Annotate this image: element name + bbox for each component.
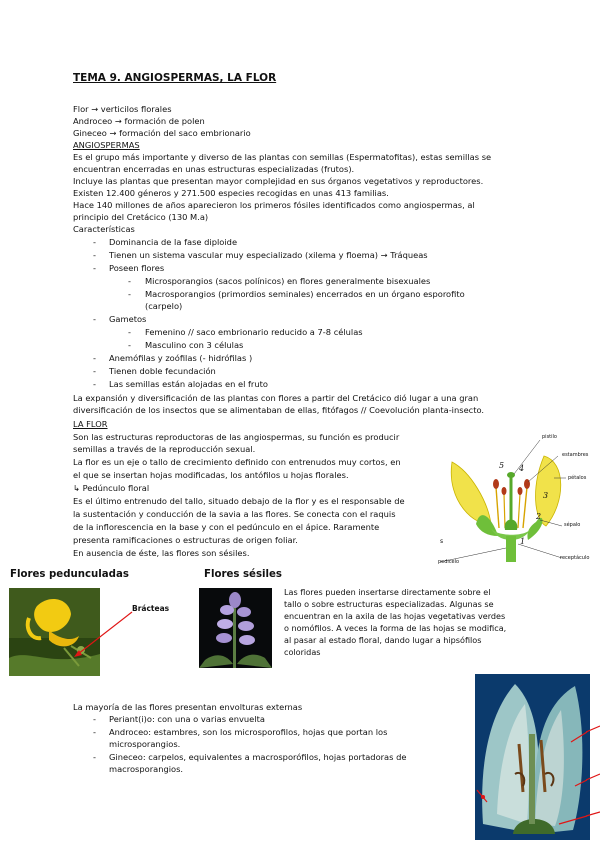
paragraph-line: semillas a través de la reproducción sexual. [73,444,256,454]
paragraph-line: La flor es un eje o tallo de crecimiento definido con entrenudos muy cortos, en [73,457,401,467]
sub-bullet-item: (carpelo) [145,301,183,311]
label-bracteas: Brácteas [132,604,170,613]
sub-bullet-dash: - [128,289,131,299]
figure-heading-pedunculadas: Flores pedunculadas [10,569,129,580]
bullet-item: Periant(i)o: con una o varias envuelta [109,714,265,724]
diagram-label-pistilo: pistilo [542,434,557,440]
paragraph-line: diversificación de los insectos que se alimentaban de ellas, fitófagos // Coevolución planta-insecto. [73,405,485,415]
diagram-label-sepalo: sépalo [564,522,581,528]
paragraph-line: la sustentación y conducción de la savia a las flores. Se conecta con el raquis [73,509,396,519]
diagram-number: 5 [499,461,505,470]
paragraph-line: Es el último entrenudo del tallo, situado debajo de la flor y es el responsable de [73,496,405,506]
figure-heading-sesiles: Flores sésiles [204,569,282,580]
bullet-dash: - [93,366,96,376]
diagram-label-receptaculo: receptáculo [560,555,590,561]
diagram-number: 1 [520,537,526,546]
paragraph-line: al pasar al estado floral, dando lugar a hipsófilos [284,635,482,645]
paragraph-line: o nomófilos. A veces la forma de las hojas se modifica, [284,623,507,633]
bullet-item: Gametos [109,314,147,324]
bullet-dash: - [93,353,96,363]
bullet-item: microsporangios. [109,739,181,749]
paragraph-line: Existen 12.400 géneros y 271.500 especies recogidas en unas 413 familias. [73,188,389,198]
paragraph-line: de la inflorescencia en la base y con el pedúnculo en el ápice. Raramente [73,522,380,532]
intro-line-gineceo: Gineceo → formación del saco embrionario [73,128,251,138]
intro-line-androceo: Androceo → formación de polen [73,116,205,126]
page-title: TEMA 9. ANGIOSPERMAS, LA FLOR [73,72,277,84]
paragraph-line: Es el grupo más importante y diverso de las plantas con semillas (Espermatofitas), estas semillas se [73,152,492,162]
paragraph-line: La mayoría de las flores presentan envolturas externas [73,702,303,712]
photo-flower-cross-section [475,674,590,840]
bullet-dash: - [93,237,96,247]
bullet-dash: - [93,714,96,724]
diagram-mark: s [440,538,444,545]
arrow-bracteas [70,610,140,660]
sub-bullet-dash: - [128,340,131,350]
sub-bullet-item: Macrosporangios (primordios seminales) encerrados en un órgano esporofito [145,289,465,299]
bullet-item: Las semillas están alojadas en el fruto [109,379,268,389]
paragraph-line: encuentran encerradas en unas estructuras especializadas (frutos). [73,164,355,174]
intro-line-flor: Flor → verticilos florales [73,104,172,114]
bullet-item: Gineceo: carpelos, equivalentes a macrosporófilos, hojas portadoras de [109,752,407,762]
sub-bullet-dash: - [128,327,131,337]
paragraph-line: Son las estructuras reproductoras de las angiospermas, su función es producir [73,432,400,442]
diagram-number: 3 [543,491,549,500]
paragraph-line: principio del Cretácico (130 M.a) [73,212,209,222]
section-heading-angiospermas: ANGIOSPERMAS [73,140,140,150]
bullet-item: macrosporangios. [109,764,184,774]
sub-bullet-item: Masculino con 3 células [145,340,244,350]
paragraph-line: presenta ramificaciones o estructuras de origen foliar. [73,535,298,545]
bullet-item: Dominancia de la fase diploide [109,237,238,247]
section-heading-la-flor: LA FLOR [73,419,108,429]
bullet-item: Tienen un sistema vascular muy especializado (xilema y floema) → Tráqueas [109,250,428,260]
paragraph-line: tallo o sobre estructuras especializadas. Algunas se [284,599,494,609]
bullet-dash: - [93,250,96,260]
paragraph-line: Incluye las plantas que presentan mayor complejidad en sus órganos vegetativos y reproductores. [73,176,484,186]
sub-bullet-item: Microsporangios (sacos polínicos) en flores generalmente bisexuales [145,276,431,286]
bullet-dash: - [93,379,96,389]
paragraph-line: Las flores pueden insertarse directamente sobre el [284,587,491,597]
diagram-label-petalos: pétalos [568,475,587,481]
bullet-dash: - [93,752,96,762]
bullet-item: Tienen doble fecundación [109,366,216,376]
paragraph-line: encuentran en la axila de las hojas vegetativas verdes [284,611,506,621]
sub-bullet-dash: - [128,276,131,286]
photo-flor-sesil [199,588,272,668]
diagram-label-estambres: estambres [562,452,589,458]
diagram-label-pedicelo: pedicelo [438,559,460,565]
bullet-item: Androceo: estambres, son los microsporofilos, hojas que portan los [109,727,388,737]
paragraph-line: ↳ Pedúnculo floral [73,483,150,493]
sub-bullet-item: Femenino // saco embrionario reducido a 7-8 células [145,327,363,337]
characteristics-label: Características [73,224,135,234]
paragraph-line: La expansión y diversificación de las plantas con flores a partir del Cretácico dió lugar a una gran [73,393,479,403]
paragraph-line: Hace 140 millones de años aparecieron los primeros fósiles identificados como angiospermas, al [73,200,475,210]
bullet-dash: - [93,727,96,737]
bullet-item: Poseen flores [109,263,165,273]
bullet-dash: - [93,314,96,324]
diagram-number: 4 [519,464,525,473]
paragraph-line: En ausencia de éste, las flores son sésiles. [73,548,250,558]
diagram-number: 2 [536,512,542,521]
cross-section-pointer-lines [586,724,600,834]
bullet-item: Anemófilas y zoófilas (- hidrófilas ) [109,353,253,363]
paragraph-line: el que se insertan hojas modificadas, los antófilos u hojas florales. [73,470,349,480]
bullet-dash: - [93,263,96,273]
paragraph-line: coloridas [284,647,321,657]
